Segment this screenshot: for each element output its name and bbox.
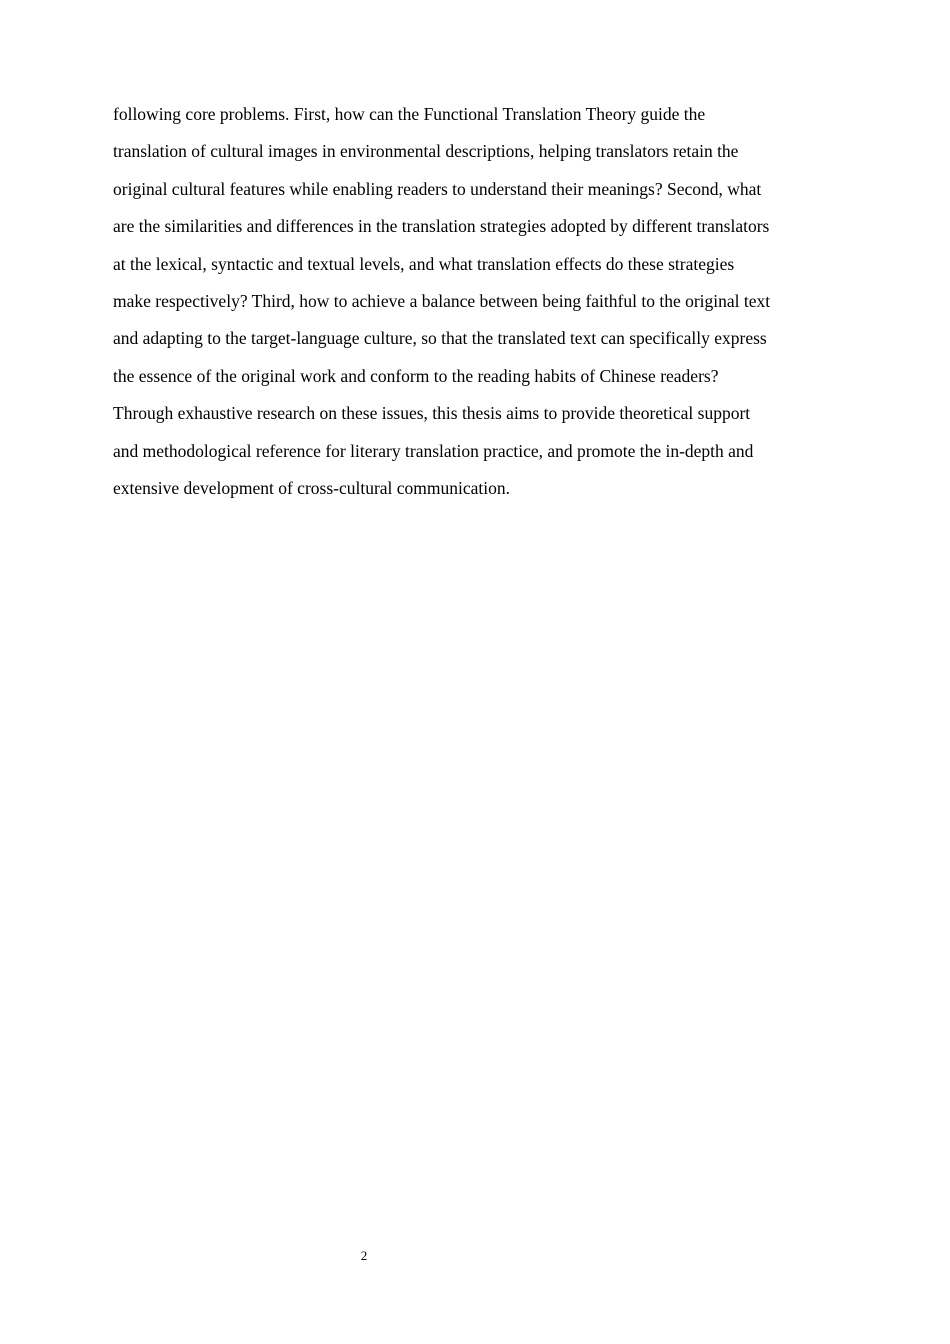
paragraph-line: extensive development of cross-cultural communication.	[113, 478, 511, 499]
page-number: 2	[360, 1248, 368, 1263]
body-paragraph	[113, 96, 838, 507]
paragraph-line: at the lexical, syntactic and textual levels, and what translation effects do these strategies	[113, 253, 735, 274]
paragraph-line: the essence of the original work and conform to the reading habits of Chinese readers?	[113, 365, 719, 386]
paragraph-line: make respectively? Third, how to achieve a balance between being faithful to the original text	[113, 291, 771, 312]
paragraph-line: and methodological reference for literary translation practice, and promote the in-depth and	[113, 440, 754, 461]
paragraph-line: Through exhaustive research on these issues, this thesis aims to provide theoretical support	[113, 403, 751, 424]
paragraph-line: original cultural features while enabling readers to understand their meanings? Second, what	[113, 178, 762, 199]
paragraph-line: translation of cultural images in environmental descriptions, helping translators retain the	[113, 141, 739, 162]
paragraph-line: following core problems. First, how can the Functional Translation Theory guide the	[113, 104, 706, 124]
paragraph-line: are the similarities and differences in the translation strategies adopted by different translators	[113, 216, 770, 237]
paragraph-line: and adapting to the target-language culture, so that the translated text can specifically express	[113, 328, 767, 349]
